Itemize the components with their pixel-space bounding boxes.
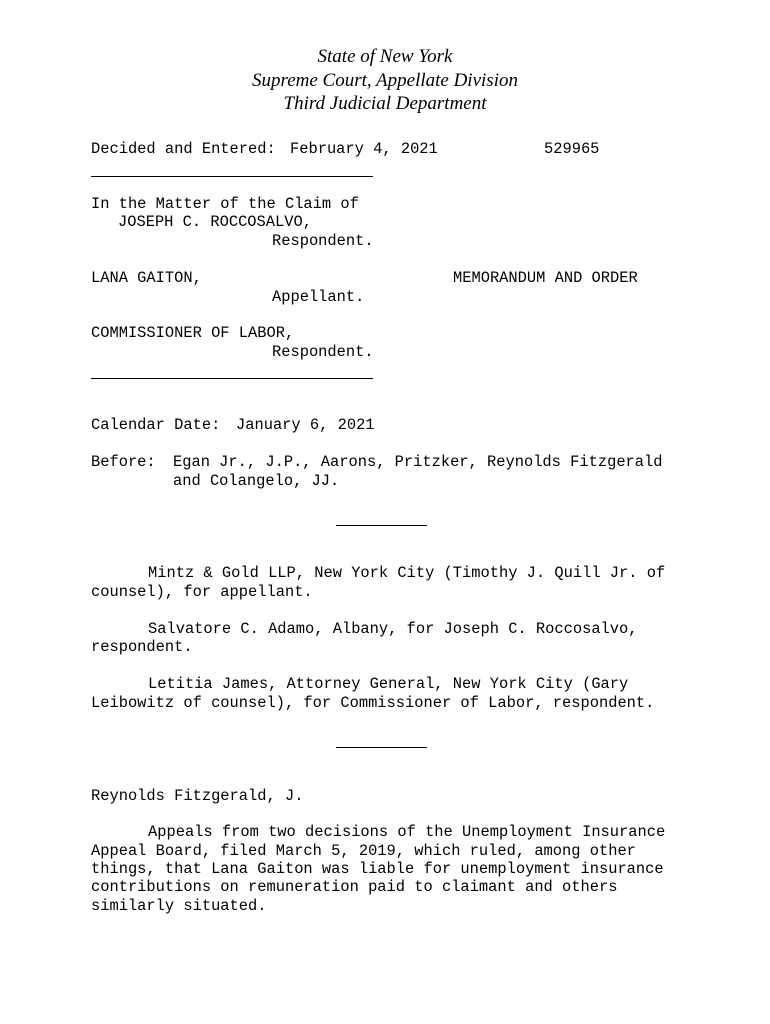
- court-department: Third Judicial Department: [283, 93, 487, 114]
- calendar-label: Calendar Date:: [91, 416, 221, 434]
- court-name: Supreme Court, Appellate Division: [252, 69, 518, 91]
- caption-claim-line1: In the Matter of the Claim of: [91, 195, 359, 213]
- caption-role-respondent-2: Respondent.: [272, 343, 374, 361]
- opinion-paragraph-line: Appeal Board, filed March 5, 2019, which ruled, among other: [91, 842, 636, 860]
- opinion-paragraph-line: similarly situated.: [91, 897, 267, 915]
- caption-role-appellant: Appellant.: [272, 288, 365, 306]
- order-type: MEMORANDUM AND ORDER: [453, 269, 638, 287]
- caption-top-rule: [91, 176, 373, 177]
- caption-party-commissioner: COMMISSIONER OF LABOR,: [91, 324, 295, 342]
- section-divider-2: [336, 747, 427, 748]
- decided-date: February 4, 2021: [290, 140, 438, 158]
- calendar-date: January 6, 2021: [236, 416, 375, 434]
- opinion-author: Reynolds Fitzgerald, J.: [91, 787, 304, 805]
- before-line2: and Colangelo, JJ.: [173, 472, 340, 490]
- caption-role-respondent-1: Respondent.: [272, 232, 374, 250]
- court-state: State of New York: [317, 46, 453, 67]
- caption-claimant: JOSEPH C. ROCCOSALVO,: [118, 213, 312, 231]
- decided-label: Decided and Entered:: [91, 140, 276, 158]
- opinion-paragraph-line: contributions on remuneration paid to claimant and others: [91, 878, 618, 896]
- counsel-appellant-line1: Mintz & Gold LLP, New York City (Timothy J. Quill Jr. of: [148, 564, 666, 582]
- caption-bottom-rule: [91, 378, 373, 379]
- before-label: Before:: [91, 453, 156, 471]
- counsel-appellant-line2: counsel), for appellant.: [91, 583, 313, 601]
- before-line1: Egan Jr., J.P., Aarons, Pritzker, Reynolds Fitzgerald: [173, 453, 663, 471]
- counsel-commissioner-line1: Letitia James, Attorney General, New York City (Gary: [148, 675, 629, 693]
- opinion-paragraph-line: things, that Lana Gaiton was liable for unemployment insurance: [91, 860, 664, 878]
- opinion-paragraph-line: Appeals from two decisions of the Unemployment Insurance: [148, 823, 666, 841]
- counsel-respondent-line2: respondent.: [91, 638, 193, 656]
- caption-party-gaiton: LANA GAITON,: [91, 269, 202, 287]
- case-number: 529965: [544, 140, 600, 158]
- section-divider-1: [336, 525, 427, 526]
- counsel-commissioner-line2: Leibowitz of counsel), for Commissioner of Labor, respondent.: [91, 694, 655, 712]
- counsel-respondent-line1: Salvatore C. Adamo, Albany, for Joseph C. Roccosalvo,: [148, 620, 638, 638]
